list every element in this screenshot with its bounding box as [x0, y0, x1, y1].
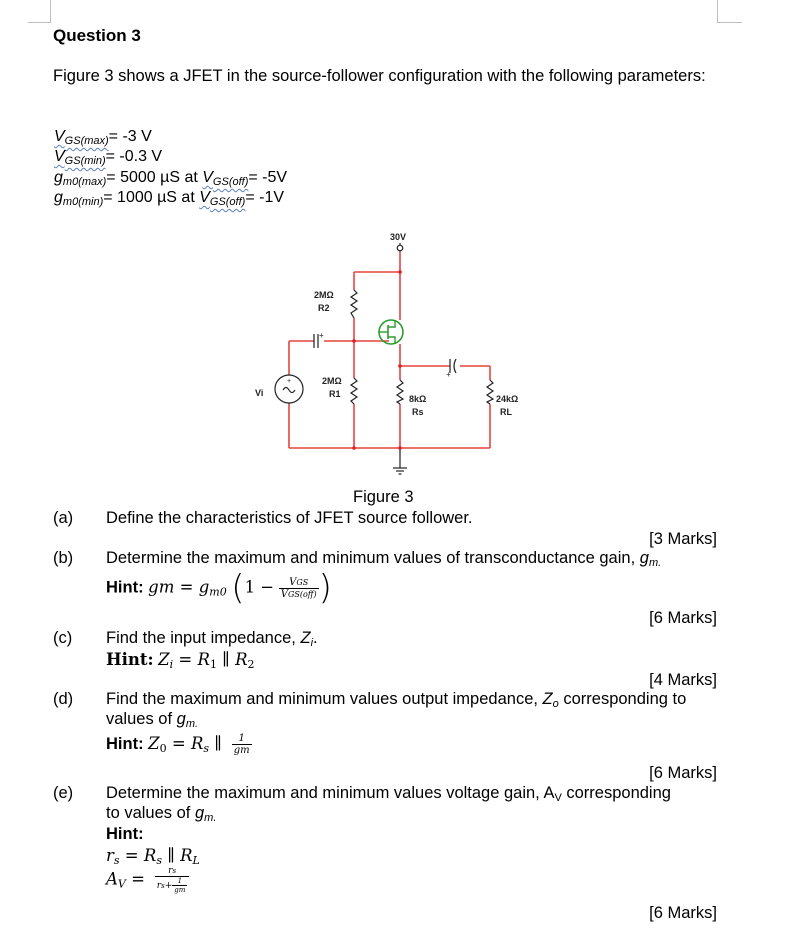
circuit-wires — [289, 252, 490, 448]
source-label: Vi — [255, 388, 264, 398]
rl-name: RL — [500, 407, 512, 417]
circuit-nodes — [352, 270, 402, 450]
part-c-text: Find the input impedance, Zi. — [106, 629, 318, 649]
part-a-text: Define the characteristics of JFET source follower. — [106, 509, 473, 527]
circuit-components — [275, 243, 493, 474]
part-d-hint: Hint: Z0 = Rs ∥ $\frac{1}{gm}$ — [106, 733, 250, 756]
figure-caption: Figure 3 — [353, 488, 414, 506]
part-d-marks: [6 Marks] — [649, 764, 717, 782]
question-title: Question 3 — [53, 26, 141, 45]
svg-text:+: + — [287, 378, 292, 385]
r2-name: R2 — [318, 303, 330, 313]
param-gm0-min: $g_{m0(min)}= 1000$ µS at $V_{GS(off)}= -1V$ — [54, 189, 285, 208]
svg-text:+: + — [319, 331, 324, 340]
rl-value: 24kΩ — [496, 394, 519, 404]
part-b-marks: [6 Marks] — [649, 609, 717, 627]
part-b-hint: Hint: gm = gm0 (1 − $\frac{\text{VGS}}{\text{VGS(off)}}$ ) — [106, 568, 332, 608]
r1-name: R1 — [329, 389, 341, 399]
part-e-hint-label: Hint: — [106, 825, 144, 843]
jfet-symbol — [379, 320, 403, 344]
part-a-label: (a) — [53, 509, 74, 527]
intro-paragraph: Figure 3 shows a JFET in the source-follower configuration with the following parameters: — [53, 67, 706, 85]
part-d-label: (d) — [53, 690, 74, 708]
param-vgs-max: $V_{GS(max)}= -3$ V — [54, 128, 152, 147]
part-d-text-line2: values of gm. — [106, 710, 199, 730]
r1-value: 2MΩ — [322, 376, 342, 386]
part-b-text: Determine the maximum and minimum values of transconductance gain, gm. — [106, 549, 662, 569]
part-c-label: (c) — [53, 629, 73, 647]
svg-text:+: + — [446, 370, 451, 379]
part-c-marks: [4 Marks] — [649, 671, 717, 689]
param-vgs-min: $V_{GS(min)}= -0.3$ V — [54, 148, 163, 167]
part-b-label: (b) — [53, 549, 74, 567]
part-c-hint: Hint: Zi = R1 ∥ R2 — [106, 650, 255, 671]
part-e-text-line1: Determine the maximum and minimum values voltage gain, AV corresponding — [106, 784, 671, 804]
r2-value: 2MΩ — [314, 290, 334, 300]
part-d-text-line1: Find the maximum and minimum values output impedance, Zo corresponding to — [106, 690, 687, 710]
part-e-marks: [6 Marks] — [649, 904, 717, 922]
rs-value: 8kΩ — [409, 394, 427, 404]
part-a-marks: [3 Marks] — [649, 530, 717, 548]
part-e-label: (e) — [53, 784, 74, 802]
part-e-hint-formula-rs: rs = Rs ∥ RL — [106, 846, 200, 867]
supply-label: 30V — [390, 232, 407, 242]
part-e-hint-formula-av: AV = rs rs+ $\frac{1}{gm}$ — [106, 866, 189, 894]
rs-name: Rs — [412, 407, 424, 417]
part-e-text-line2: to values of gm. — [106, 804, 217, 824]
param-gm0-max: $g_{m0(max)}= 5000$ µS at $V_{GS(off)}= -5V$ — [54, 169, 288, 188]
